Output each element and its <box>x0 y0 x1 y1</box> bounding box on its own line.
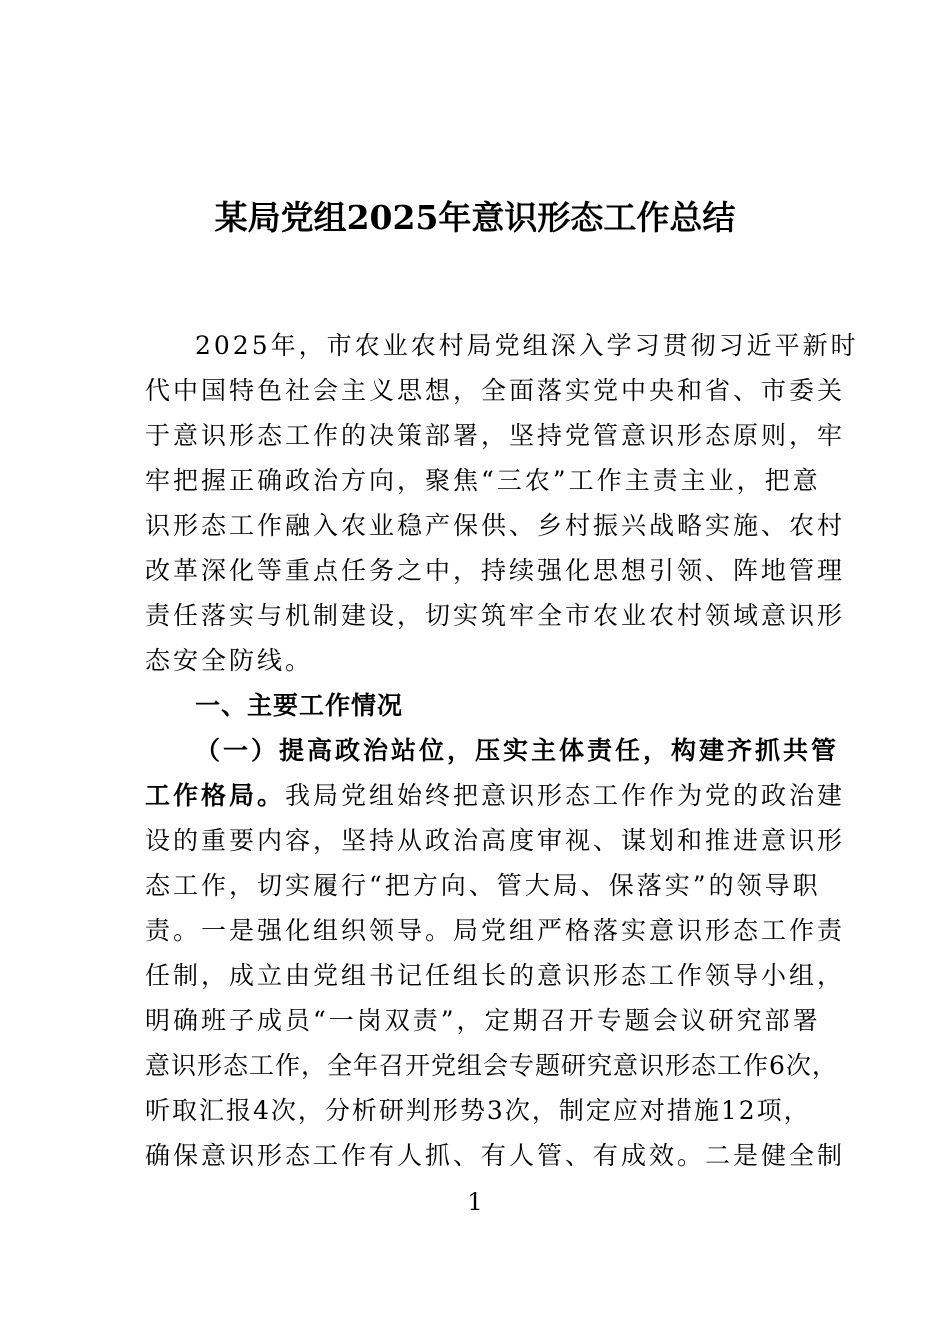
section-heading: 一、主要工作情况 <box>195 691 404 720</box>
paragraph-line: 责任落实与机制建设，切实筑牢全市农业农村领域意识形 <box>145 601 846 630</box>
paragraph-line: 责。一是强化组织领导。局党组严格落实意识形态工作责 <box>145 916 846 945</box>
page-title: 某局党组2025年意识形态工作总结 <box>214 198 736 237</box>
paragraph-line: 改革深化等重点任务之中，持续强化思想引领、阵地管理 <box>145 556 846 585</box>
subsection-heading: （一）提高政治站位，压实主体责任，构建齐抓共管 <box>195 736 840 765</box>
paragraph-line: 2025年，市农业农村局党组深入学习贯彻习近平新时 <box>195 331 859 360</box>
paragraph-line: 识形态工作融入农业稳产保供、乡村振兴战略实施、农村 <box>145 511 846 540</box>
paragraph-line: 牢把握正确政治方向，聚焦“三农”工作主责主业，把意 <box>145 466 821 495</box>
page-number: 1 <box>467 1188 483 1216</box>
paragraph-line <box>145 774 846 818</box>
paragraph-line: 任制，成立由党组书记任组长的意识形态工作领导小组， <box>145 961 846 990</box>
paragraph-line: 于意识形态工作的决策部署，坚持党管意识形态原则，牢 <box>145 421 846 450</box>
paragraph-line: 代中国特色社会主义思想，全面落实党中央和省、市委关 <box>145 376 846 405</box>
paragraph-text: 我局党组始终把意识形态工作作为党的政治建 <box>285 781 846 810</box>
paragraph-line: 确保意识形态工作有人抓、有人管、有成效。二是健全制 <box>145 1141 846 1170</box>
subsection-heading-continuation: 工作格局。 <box>145 781 286 810</box>
paragraph-line: 态安全防线。 <box>145 646 314 675</box>
paragraph-line: 明确班子成员“一岗双责”，定期召开专题会议研究部署 <box>145 1006 821 1035</box>
paragraph-line: 设的重要内容，坚持从政治高度审视、谋划和推进意识形 <box>145 826 846 855</box>
paragraph-line: 听取汇报4次，分析研判形势3次，制定应对措施12项， <box>145 1096 811 1125</box>
paragraph-line: 意识形态工作，全年召开党组会专题研究意识形态工作6次， <box>145 1051 838 1080</box>
paragraph-line: 态工作，切实履行“把方向、管大局、保落实”的领导职 <box>145 871 821 900</box>
